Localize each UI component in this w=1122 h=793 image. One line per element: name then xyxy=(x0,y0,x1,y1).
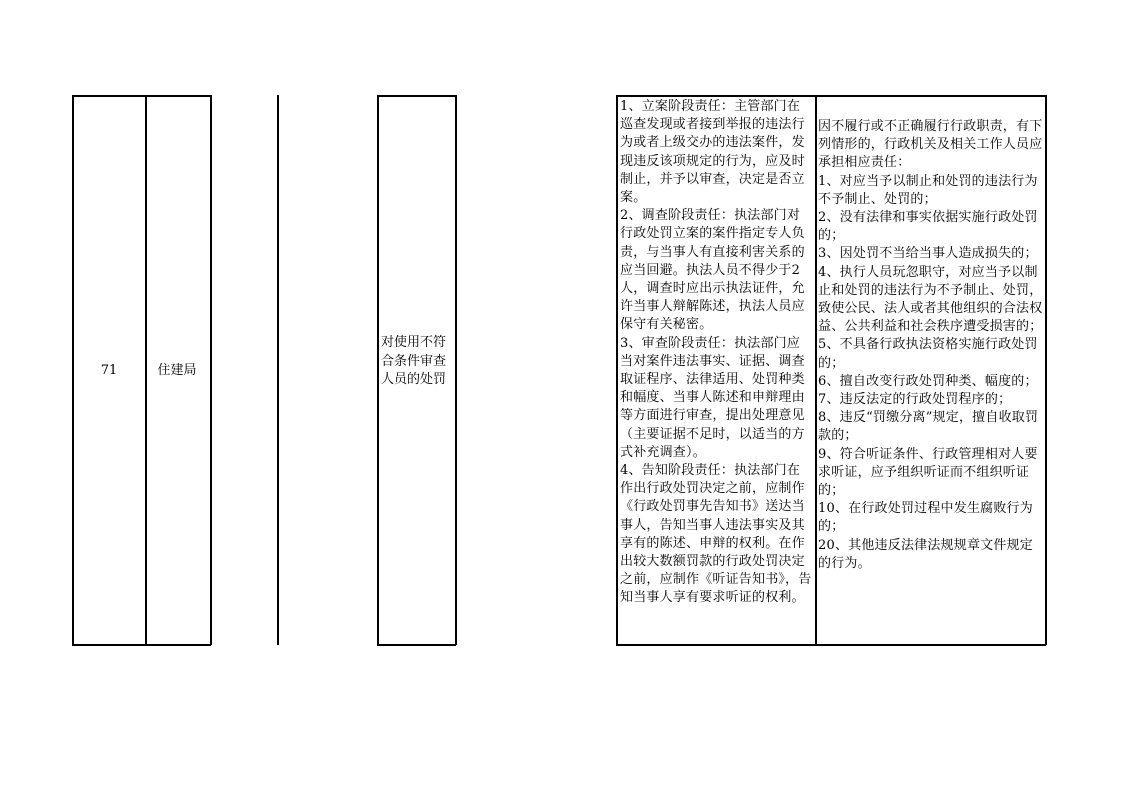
table-border-right xyxy=(1045,95,1047,645)
row-bottom-border xyxy=(377,644,456,646)
accountability-paragraph: 5、不具备行政执法资格实施行政处罚的； xyxy=(818,337,1038,371)
accountability-paragraph: 6、擅自改变行政处罚种类、幅度的； xyxy=(818,373,1038,389)
responsibility-paragraph: 3、审查阶段责任：执法部门应当对案件违法事实、证据、调查取证程序、法律适用、处罚种类和幅度、当事人陈述和申辩理由等方面进行审查，提出处理意见（主要证据不足时，以适当的方式补充调查）。 xyxy=(620,335,805,460)
accountability-paragraph: 4、执行人员玩忽职守，对应当予以制止和处罚的违法行为不予制止、处罚，致使公民、法人或者其他组织的合法权益、公共利益和社会秩序遭受损害的； xyxy=(818,264,1043,335)
accountability-paragraph: 20、其他违反法律法规规章文件规定的行为。 xyxy=(818,537,1033,571)
accountability-paragraph: 10、在行政处罚过程中发生腐败行为的； xyxy=(818,501,1033,535)
accountability-paragraph: 8、违反“罚缴分离”规定，擅自收取罚款的； xyxy=(818,410,1039,444)
responsibility-cell xyxy=(620,98,813,644)
row-top-border xyxy=(377,95,456,97)
row-bottom-border xyxy=(145,644,211,646)
responsibility-paragraph: 4、告知阶段责任：执法部门在作出行政处罚决定之前，应制作《行政处罚事先告知书》送达当事人，告知当事人违法事实及其享有的陈述、申辩的权利。在作出较大数额罚款的行政处罚决定之前，应制作《听证告知书》，告知当事人享有要求听证的权利。 xyxy=(620,463,812,606)
accountability-paragraph: 9、符合听证条件、行政管理相对人要求听证，应予组织听证而不组织听证的； xyxy=(818,446,1038,499)
item-name-cell: 对使用不符合条件审查人员的处罚 xyxy=(381,335,447,387)
row-top-border xyxy=(72,95,146,97)
row-top-border xyxy=(145,95,211,97)
column-divider xyxy=(815,95,817,645)
row-number: 71 xyxy=(100,363,118,378)
accountability-paragraph: 2、没有法律和事实依据实施行政处罚的； xyxy=(818,210,1038,244)
accountability-paragraph: 因不履行或不正确履行行政职责，有下列情形的，行政机关及相关工作人员应承担相应责任： xyxy=(818,119,1043,171)
column-divider xyxy=(455,95,457,645)
row-bottom-border xyxy=(616,644,1046,646)
column-divider xyxy=(210,95,212,645)
responsibility-paragraph: 1、立案阶段责任：主管部门在巡查发现或者接到举报的违法行为或者上级交办的违法案件，发现违反该项规定的行为，应及时制止，并予以审查，决定是否立案。 xyxy=(620,99,805,206)
accountability-paragraph: 7、违反法定的行政处罚程序的； xyxy=(818,392,1012,408)
responsibility-paragraph: 2、调查阶段责任：执法部门对行政处罚立案的案件指定专人负责，与当事人有直接利害关系的应当回避。执法人员不得少于2人，调查时应出示执法证件，允许当事人辩解陈述，执法人员应保守有关秘密。 xyxy=(620,208,805,333)
accountability-paragraph: 3、因处罚不当给当事人造成损失的； xyxy=(818,246,1038,262)
department-cell: 住建局 xyxy=(157,363,197,378)
row-top-border xyxy=(616,95,1046,97)
column-divider xyxy=(377,95,379,645)
accountability-cell xyxy=(818,118,1043,642)
row-bottom-border xyxy=(72,644,146,646)
column-divider xyxy=(277,95,279,645)
accountability-paragraph: 1、对应当予以制止和处罚的违法行为不予制止、处罚的； xyxy=(818,173,1038,207)
column-divider xyxy=(616,95,618,645)
